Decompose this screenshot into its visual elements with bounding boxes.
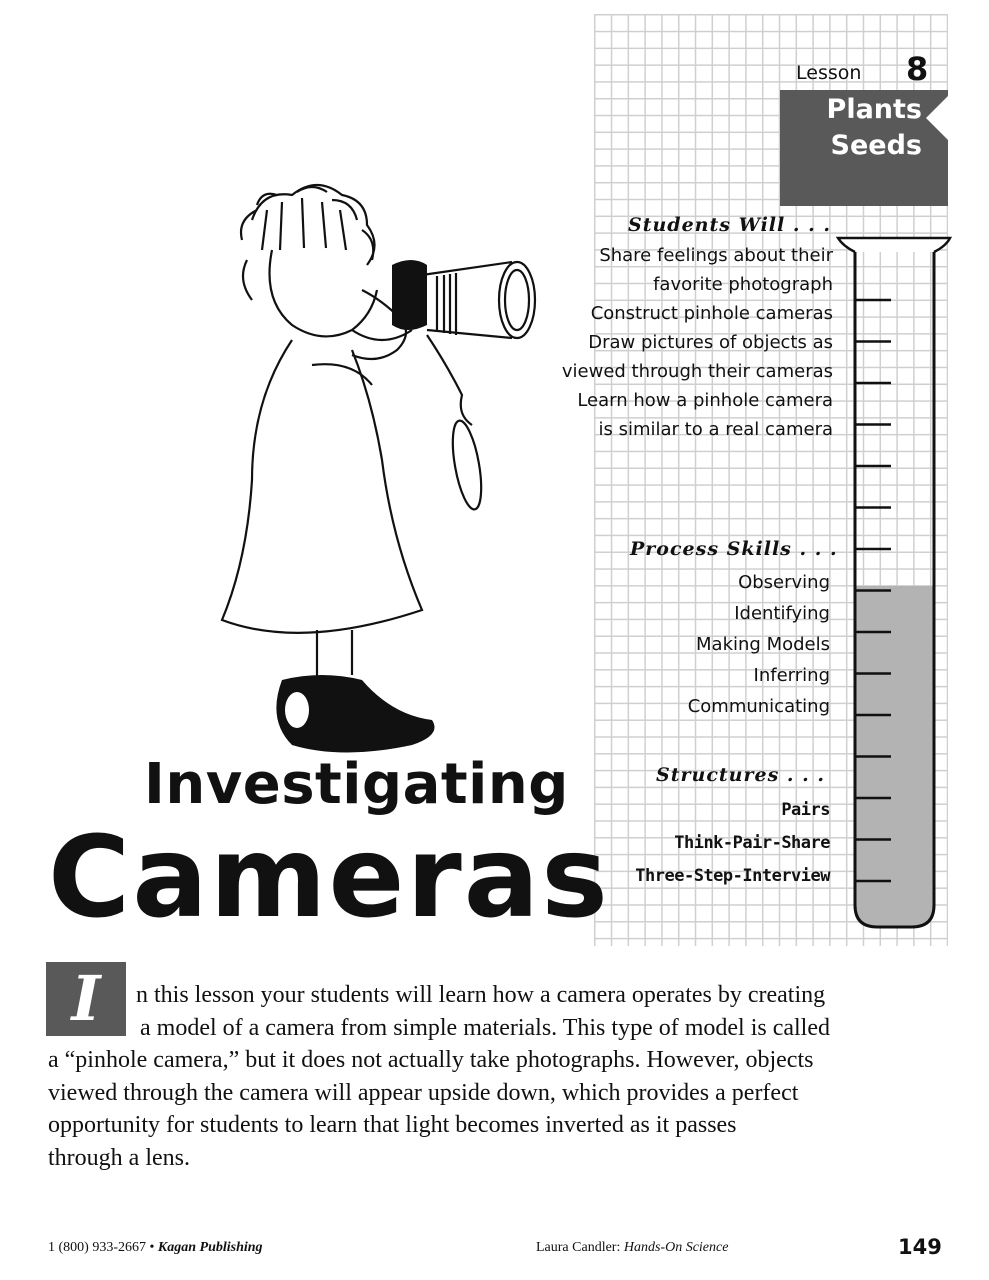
process-skills-heading: Process Skills . . . <box>630 538 838 560</box>
list-item-line: Construct pinhole cameras <box>590 303 833 324</box>
intro-line: a “pinhole camera,” but it does not actually take photographs. However, objects <box>48 1047 814 1074</box>
lesson-label: Lesson <box>796 62 862 84</box>
list-item-line: Share feelings about their <box>599 245 833 266</box>
intro-line: a model of a camera from simple materials. This type of model is called <box>140 1014 830 1041</box>
title-line-2: Cameras <box>48 816 610 936</box>
list-item-line: Draw pictures of objects as <box>588 332 833 353</box>
list-item <box>562 244 833 297</box>
list-item-line: favorite photograph <box>653 274 833 295</box>
students-will-heading: Students Will . . . <box>628 214 831 236</box>
structures-heading: Structures . . . <box>656 764 825 786</box>
process-skills-list <box>688 567 830 722</box>
intro-line: viewed through the camera will appear upside down, which provides a perfect <box>48 1079 799 1106</box>
topic-line-1: Plants <box>826 94 922 125</box>
list-item: Think-Pair-Share <box>674 833 830 853</box>
page-number: 149 <box>898 1235 942 1259</box>
footer-book-title: Hands-On Science <box>623 1240 729 1255</box>
intro-paragraph <box>48 979 948 1175</box>
list-item: Inferring <box>753 665 830 686</box>
tube-liquid <box>850 586 940 931</box>
drop-cap: I <box>46 962 126 1036</box>
list-item-line: Learn how a pinhole camera <box>577 390 833 411</box>
list-item <box>562 331 833 384</box>
list-item <box>562 302 833 326</box>
list-item: Pairs <box>781 800 830 820</box>
list-item: Identifying <box>734 603 830 624</box>
list-item: Communicating <box>687 696 830 717</box>
list-item: Making Models <box>696 634 830 655</box>
title-line-1: Investigating <box>144 752 569 817</box>
footer-publisher <box>48 1240 263 1256</box>
tube-rim <box>838 238 950 252</box>
topic-line-2: Seeds <box>830 130 922 161</box>
intro-line: opportunity for students to learn that light becomes inverted as it passes <box>48 1112 737 1139</box>
list-item: Three-Step-Interview <box>635 866 830 886</box>
footer-author: Laura Candler: <box>536 1240 621 1255</box>
lesson-number: 8 <box>906 50 929 88</box>
students-will-list <box>562 244 833 447</box>
list-item: Observing <box>738 572 830 593</box>
list-item-line: is similar to a real camera <box>598 419 833 440</box>
structures-list <box>635 794 830 893</box>
intro-line: through a lens. <box>48 1144 190 1171</box>
title-line-2-graphic <box>48 816 648 936</box>
girl-with-camera-illustration <box>212 180 552 760</box>
footer-book <box>536 1240 728 1256</box>
footer-publisher-name: Kagan Publishing <box>157 1240 263 1255</box>
list-item-line: viewed through their cameras <box>561 361 833 382</box>
footer-phone: 1 (800) 933-2667 • <box>48 1240 155 1255</box>
list-item <box>562 389 833 442</box>
intro-line: n this lesson your students will learn how a camera operates by creating <box>136 982 826 1008</box>
